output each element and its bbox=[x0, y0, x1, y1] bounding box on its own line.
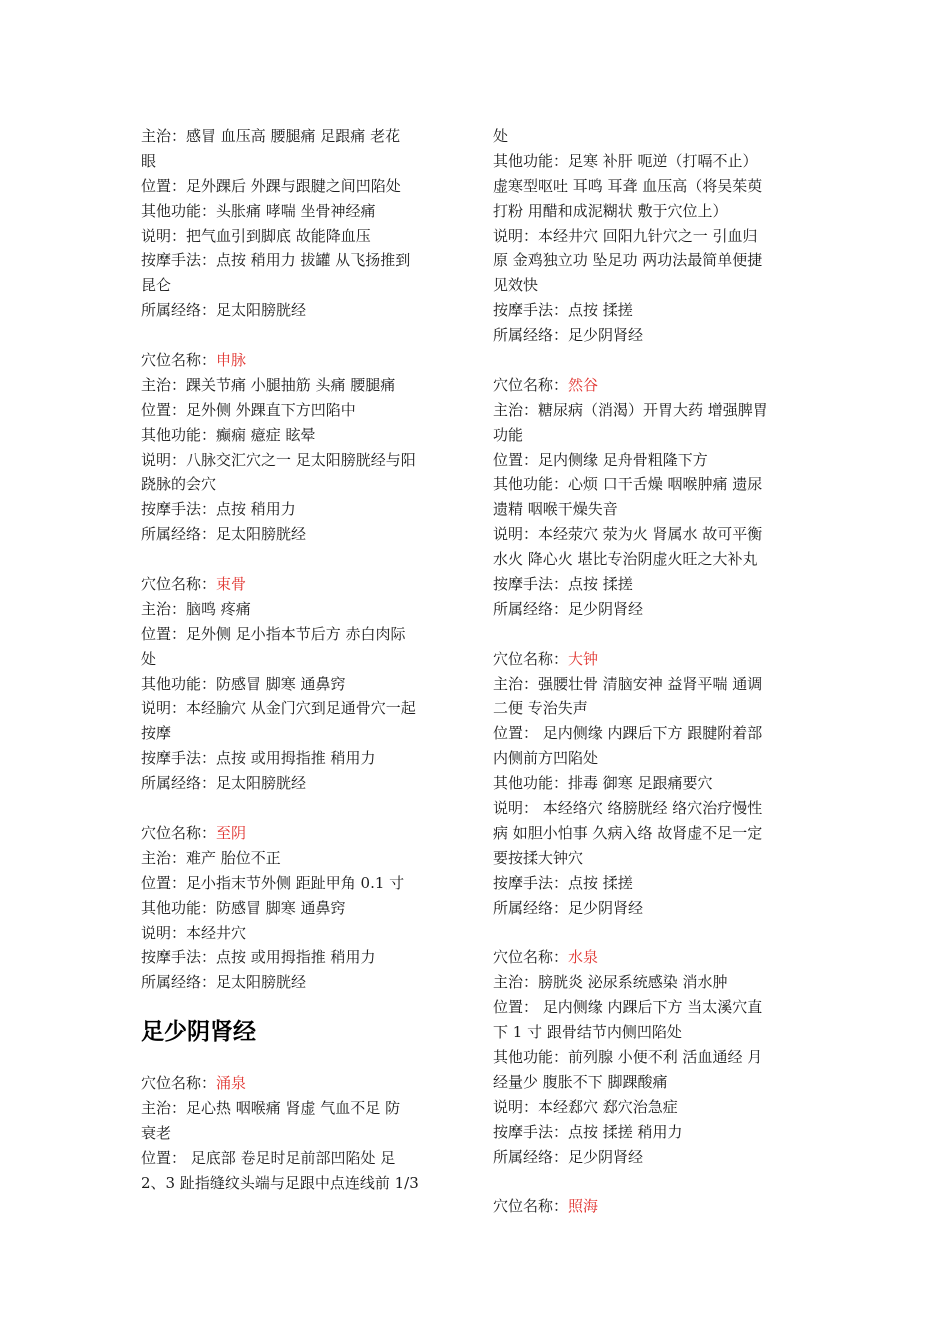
text-line: 主治：难产 胎位不正 bbox=[141, 848, 281, 867]
acupoint-label: 穴位名称： bbox=[141, 1074, 217, 1093]
text-line: 按摩 bbox=[141, 724, 172, 743]
text-line: 功能 bbox=[493, 425, 524, 444]
text-line: 内侧前方凹陷处 bbox=[493, 749, 599, 768]
acupoint-title bbox=[141, 1071, 461, 1096]
text-line: 其他功能：头胀痛 哮喘 坐骨神经痛 bbox=[141, 201, 376, 220]
acupoint-title bbox=[493, 647, 813, 672]
text-line: 按摩手法：点按 揉搓 bbox=[493, 301, 633, 320]
text-line: 主治：强腰壮骨 清脑安神 益肾平喘 通调 bbox=[493, 674, 763, 693]
acupoint-entry-zhiyin bbox=[141, 821, 461, 995]
text-line: 说明：本经井穴 回阳九针穴之一 引血归 bbox=[493, 226, 758, 245]
acupoint-label: 穴位名称： bbox=[493, 1197, 569, 1216]
text-line: 说明：把气血引到脚底 故能降血压 bbox=[141, 226, 371, 245]
text-line: 说明：本经郄穴 郄穴治急症 bbox=[493, 1097, 678, 1116]
text-line: 虚寒型呕吐 耳鸣 耳聋 血压高（将吴茱萸 bbox=[493, 176, 763, 195]
text-line: 所属经络：足少阴肾经 bbox=[493, 898, 644, 917]
text-line: 下 1 寸 跟骨结节内侧凹陷处 bbox=[493, 1023, 682, 1042]
acupoint-label: 穴位名称： bbox=[141, 823, 217, 842]
text-line: 位置： 足内侧缘 内踝后下方 当太溪穴直 bbox=[493, 998, 763, 1017]
acupoint-title bbox=[141, 572, 461, 597]
text-line: 主治：脑鸣 疼痛 bbox=[141, 599, 251, 618]
text-line: 二便 专治失声 bbox=[493, 699, 588, 718]
text-line: 2、3 趾指缝纹头端与足跟中点连线前 1/3 bbox=[141, 1173, 419, 1192]
text-line: 所属经络：足少阴肾经 bbox=[493, 599, 644, 618]
acupoint-title bbox=[493, 1194, 813, 1219]
text-line: 打粉 用醋和成泥糊状 敷于穴位上） bbox=[493, 201, 728, 220]
text-line: 主治：感冒 血压高 腰腿痛 足跟痛 老花 bbox=[141, 127, 401, 145]
acupoint-entry-rangu bbox=[493, 373, 813, 622]
text-line: 其他功能：排毒 御寒 足跟痛要穴 bbox=[493, 774, 713, 793]
section-heading: 足少阴肾经 bbox=[141, 1019, 256, 1046]
acupoint-name: 涌泉 bbox=[216, 1074, 247, 1093]
acupoint-entry-shuiquan bbox=[493, 945, 813, 1169]
text-line: 所属经络：足太阳膀胱经 bbox=[141, 525, 307, 544]
text-line: 其他功能：心烦 口干舌燥 咽喉肿痛 遗尿 bbox=[493, 475, 763, 494]
text-line: 说明： 本经络穴 络膀胱经 络穴治疗慢性 bbox=[493, 799, 763, 818]
acupoint-label: 穴位名称： bbox=[141, 575, 217, 594]
text-line: 位置：足小指末节外侧 距趾甲角 0.1 寸 bbox=[141, 873, 405, 892]
acupoint-entry-yongquan bbox=[141, 1071, 461, 1195]
acupoint-name: 水泉 bbox=[568, 948, 599, 967]
acupoint-entry-zhaohai bbox=[493, 1194, 813, 1219]
text-line: 所属经络：足少阴肾经 bbox=[493, 1147, 644, 1166]
acupoint-entry-shenmai bbox=[141, 348, 461, 547]
text-line: 主治：膀胱炎 泌尿系统感染 消水肿 bbox=[493, 973, 728, 992]
text-line: 按摩手法：点按 揉搓 稍用力 bbox=[493, 1122, 683, 1141]
text-line: 眼 bbox=[141, 151, 157, 170]
text-line: 说明：本经腧穴 从金门穴到足通骨穴一起 bbox=[141, 699, 416, 718]
text-line: 位置： 足底部 卷足时足前部凹陷处 足 bbox=[141, 1148, 396, 1167]
text-line: 遗精 咽喉干燥失音 bbox=[493, 500, 618, 519]
acupoint-title bbox=[141, 348, 461, 373]
text-line: 衰老 bbox=[141, 1123, 172, 1142]
text-line: 位置：足外侧 外踝直下方凹陷中 bbox=[141, 400, 356, 419]
text-line: 所属经络：足少阴肾经 bbox=[493, 326, 644, 345]
text-line: 其他功能：癫痫 癔症 眩晕 bbox=[141, 425, 316, 444]
text-line: 主治：足心热 咽喉痛 肾虚 气血不足 防 bbox=[141, 1099, 401, 1118]
acupoint-title bbox=[141, 821, 461, 846]
text-line: 说明：本经荥穴 荥为火 肾属水 故可平衡 bbox=[493, 525, 763, 544]
text-line: 说明：八脉交汇穴之一 足太阳膀胱经与阳 bbox=[141, 450, 416, 469]
acupoint-name: 然谷 bbox=[568, 375, 599, 394]
text-line: 按摩手法：点按 稍用力 bbox=[141, 500, 296, 519]
text-line: 主治：踝关节痛 小腿抽筋 头痛 腰腿痛 bbox=[141, 375, 396, 394]
text-line: 位置：足外侧 足小指本节后方 赤白肉际 bbox=[141, 624, 406, 643]
text-line: 其他功能：前列腺 小便不利 活血通经 月 bbox=[493, 1047, 763, 1066]
kunlun-continued-entry bbox=[141, 124, 461, 323]
text-line: 位置：足内侧缘 足舟骨粗隆下方 bbox=[493, 450, 708, 469]
acupoint-name: 大钟 bbox=[568, 649, 599, 668]
text-line: 说明：本经井穴 bbox=[141, 923, 247, 942]
text-line: 见效快 bbox=[493, 276, 539, 295]
acupoint-name: 束骨 bbox=[216, 575, 247, 594]
text-line: 处 bbox=[141, 649, 157, 668]
text-line: 其他功能：足寒 补肝 呃逆（打嗝不止） bbox=[493, 151, 758, 170]
text-line: 其他功能：防感冒 脚寒 通鼻窍 bbox=[141, 898, 346, 917]
text-line: 所属经络：足太阳膀胱经 bbox=[141, 301, 307, 320]
text-line: 经量少 腹胀不下 脚踝酸痛 bbox=[493, 1072, 668, 1091]
text-line: 所属经络：足太阳膀胱经 bbox=[141, 973, 307, 992]
text-line: 昆仑 bbox=[141, 276, 172, 295]
acupoint-name: 至阴 bbox=[216, 823, 247, 842]
text-line: 所属经络：足太阳膀胱经 bbox=[141, 774, 307, 793]
acupoint-title bbox=[493, 373, 813, 398]
text-line: 水火 降心火 堪比专治阴虚火旺之大补丸 bbox=[493, 550, 758, 569]
text-line: 处 bbox=[493, 127, 509, 145]
acupoint-label: 穴位名称： bbox=[493, 948, 569, 967]
text-line: 按摩手法：点按 或用拇指推 稍用力 bbox=[141, 948, 376, 967]
text-line: 跷脉的会穴 bbox=[141, 475, 217, 494]
text-line: 原 金鸡独立功 坠足功 两功法最简单便捷 bbox=[493, 251, 763, 270]
acupoint-entry-dazhong bbox=[493, 647, 813, 921]
acupoint-label: 穴位名称： bbox=[493, 649, 569, 668]
text-line: 按摩手法：点按 揉搓 bbox=[493, 575, 633, 594]
text-line: 病 如胆小怕事 久病入络 故肾虚不足一定 bbox=[493, 823, 763, 842]
text-line: 主治：糖尿病（消渴）开胃大药 增强脾胃 bbox=[493, 400, 768, 419]
acupoint-name: 申脉 bbox=[216, 351, 247, 370]
text-line: 按摩手法：点按 揉搓 bbox=[493, 873, 633, 892]
text-line: 要按揉大钟穴 bbox=[493, 848, 584, 867]
text-line: 位置： 足内侧缘 内踝后下方 跟腱附着部 bbox=[493, 724, 763, 743]
text-line: 位置：足外踝后 外踝与跟腱之间凹陷处 bbox=[141, 176, 401, 195]
text-line: 按摩手法：点按 稍用力 拔罐 从飞扬推到 bbox=[141, 251, 411, 270]
yongquan-continued-entry bbox=[493, 124, 813, 348]
left-column bbox=[141, 124, 461, 1196]
text-line: 其他功能：防感冒 脚寒 通鼻窍 bbox=[141, 674, 346, 693]
acupoint-label: 穴位名称： bbox=[141, 351, 217, 370]
acupoint-title bbox=[493, 945, 813, 970]
text-line: 按摩手法：点按 或用拇指推 稍用力 bbox=[141, 749, 376, 768]
acupoint-label: 穴位名称： bbox=[493, 375, 569, 394]
acupoint-entry-shugu bbox=[141, 572, 461, 796]
right-column bbox=[493, 124, 813, 1219]
acupoint-name: 照海 bbox=[568, 1197, 599, 1216]
